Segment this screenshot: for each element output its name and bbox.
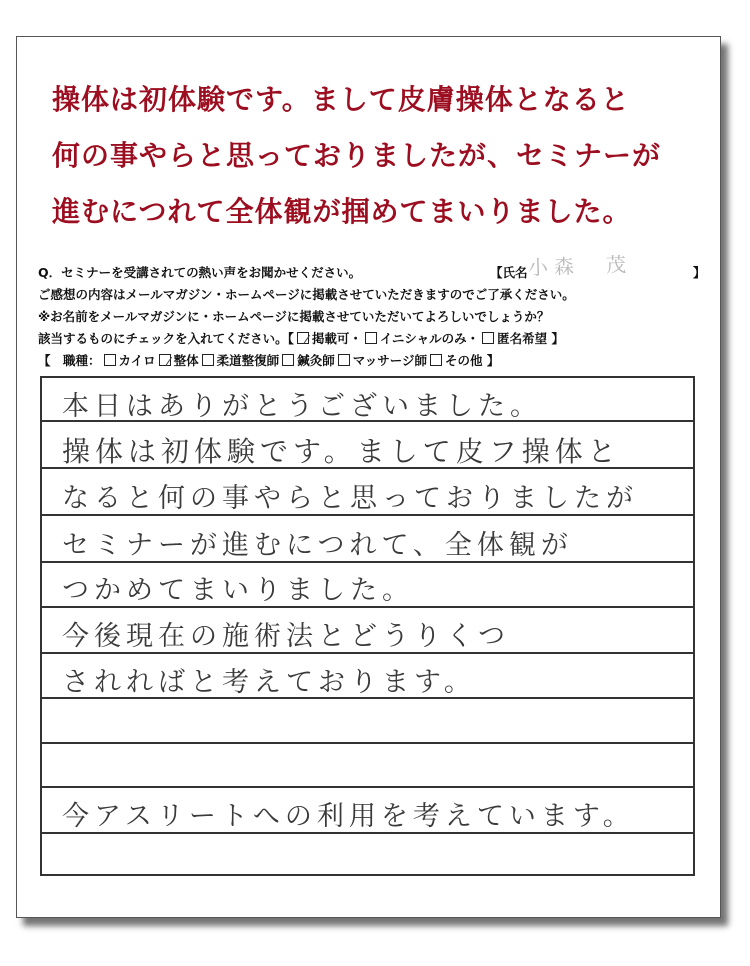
- initial-option-label: イニシャルのみ・: [379, 331, 480, 346]
- headline-line-2: 何の事やらと思っておりましたが、セミナーが: [52, 139, 662, 172]
- judo-label: 柔道整復師: [216, 353, 280, 368]
- handwritten-line-10: 今アスリートへの利用を考えています。: [62, 801, 635, 832]
- shinkyu-label: 鍼灸師: [297, 353, 335, 368]
- chiro-label: カイロ: [118, 353, 156, 368]
- shinkyu-checkbox[interactable]: [282, 354, 294, 366]
- signature-name: 小森 茂: [527, 252, 633, 280]
- ruled-line: [42, 786, 693, 788]
- massage-label: マッサージ師: [352, 353, 427, 368]
- chiro-checkbox[interactable]: [104, 354, 116, 366]
- check-prompt: 該当するものにチェックを入れてください。【: [38, 331, 294, 346]
- publish-option-label: 掲載可・: [311, 331, 362, 346]
- headline-line-1: 操体は初体験です。まして皮膚操体となると: [52, 83, 630, 116]
- anonymous-checkbox[interactable]: [482, 332, 494, 344]
- other-checkbox[interactable]: [430, 354, 442, 366]
- publish-checkbox[interactable]: [297, 332, 309, 344]
- notice-text-2: ※お名前をメールマガジンに・ホームページに掲載させていただいてよろしいでしょうか？: [38, 309, 550, 324]
- handwritten-line-5: つかめてまいりました。: [62, 575, 414, 606]
- occupation-label: 【 職種：: [38, 353, 101, 368]
- occupation-row: [38, 350, 708, 372]
- handwritten-comment-box: [40, 376, 695, 876]
- occupation-bracket-close: 】: [486, 353, 500, 368]
- name-label: 【氏名: [490, 265, 528, 280]
- publish-check-row: [38, 328, 708, 350]
- handwritten-line-3: なると何の事やらと思っておりましたが: [62, 483, 638, 514]
- handwritten-line-4: セミナーが進むにつれて、全体観が: [62, 530, 573, 561]
- ruled-line: [42, 742, 693, 744]
- headline: [52, 72, 712, 240]
- survey-form: [38, 252, 708, 372]
- handwritten-line-2: 操体は初体験です。まして皮フ操体と: [62, 435, 621, 468]
- notice-row-1: [38, 284, 708, 306]
- anonymous-option-label: 匿名希望: [497, 331, 548, 346]
- initial-checkbox[interactable]: [365, 332, 377, 344]
- other-label: その他: [444, 353, 483, 368]
- seitai-checkbox[interactable]: [159, 354, 171, 366]
- name-bracket-close: 】: [693, 265, 706, 280]
- notice-row-2: [38, 306, 708, 328]
- check-bracket-close: 】: [551, 331, 565, 346]
- notice-text-1: ご感想の内容はメールマガジン・ホームページに掲載させていただきますのでご了承ください。: [38, 287, 575, 302]
- question-text: Q．セミナーを受講されての熱い声をお聞かせください。: [38, 265, 362, 280]
- massage-checkbox[interactable]: [338, 354, 350, 366]
- question-row: [38, 252, 708, 284]
- handwritten-line-6: 今後現在の施術法とどうりくつ: [62, 621, 510, 652]
- judo-checkbox[interactable]: [202, 354, 214, 366]
- handwritten-line-7: されればと考えております。: [62, 667, 476, 698]
- seitai-label: 整体: [173, 353, 199, 368]
- headline-line-3: 進むにつれて全体観が掴めてまいりました。: [52, 195, 632, 228]
- handwritten-line-1: 本日はありがとうございました。: [62, 391, 542, 422]
